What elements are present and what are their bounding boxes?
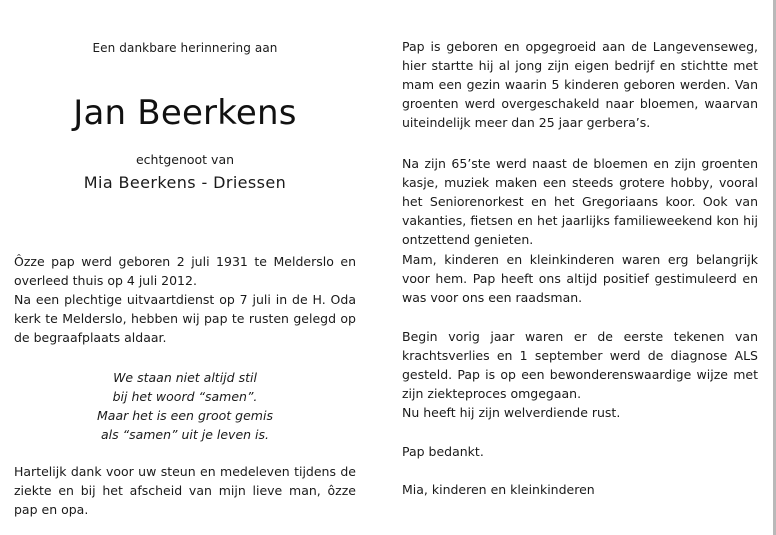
spouse-name: Mia Beerkens - Driessen bbox=[83, 173, 287, 192]
poem bbox=[14, 368, 356, 444]
poem-line: We staan niet altijd stil bbox=[113, 370, 257, 385]
rest-paragraph: Nu heeft hij zijn welverdiende rust. bbox=[402, 405, 621, 420]
thanks-paragraph: Hartelijk dank voor uw steun en medeleven tijdens de ziekte en bij het afscheid van mijn lieve man, ôzze pap en opa. bbox=[14, 464, 356, 517]
deceased-name: Jan Beerkens bbox=[73, 93, 297, 133]
thanks-dad-line: Pap bedankt. bbox=[402, 444, 484, 459]
birth-death-paragraph: Ôzze pap werd geboren 2 juli 1931 te Melderslo en overleed thuis op 4 juli 2012. bbox=[14, 254, 356, 288]
hobbies-paragraph: Na zijn 65’ste werd naast de bloemen en zijn groenten kasje, muziek maken een steeds grotere hobby, vooral het Seniorenorkest en het Gregoriaans koor. Ook van vakanties, fietsen en het jaarlijks familieweekend kon hij ontzettend genieten. bbox=[402, 156, 758, 247]
funeral-paragraph: Na een plechtige uitvaartdienst op 7 juli in de H. Oda kerk te Melderslo, hebben wij pap te rusten gelegd op de begraafplaats aldaar. bbox=[14, 292, 356, 345]
poem-line: als “samen” uit je leven is. bbox=[100, 427, 270, 442]
signature-line: Mia, kinderen en kleinkinderen bbox=[402, 482, 595, 497]
intro-line: Een dankbare herinnering aan bbox=[92, 41, 278, 55]
spouse-label: echtgenoot van bbox=[135, 152, 235, 167]
poem-line: bij het woord “samen”. bbox=[112, 389, 258, 404]
illness-paragraph: Begin vorig jaar waren er de eerste tekenen van krachtsverlies en 1 september werd de diagnose ALS gesteld. Pap is op een bewonderenswaardige wijze met zijn ziekteproces omgegaan. bbox=[402, 329, 758, 401]
poem-line: Maar het is een groot gemis bbox=[97, 408, 273, 423]
family-paragraph: Mam, kinderen en kleinkinderen waren erg belangrijk voor hem. Pap heeft ons altijd positief gestimuleerd en was voor ons een raadsman. bbox=[402, 252, 758, 305]
life-paragraph: Pap is geboren en opgegroeid aan de Langevenseweg, hier startte hij al jong zijn eigen bedrijf en stichtte met mam een gezin waarin 5 kinderen geboren werden. Van groenten werd overgeschakeld naar bloemen, waarvan uiteindelijk meer dan 25 jaar gerbera’s. bbox=[402, 39, 758, 130]
